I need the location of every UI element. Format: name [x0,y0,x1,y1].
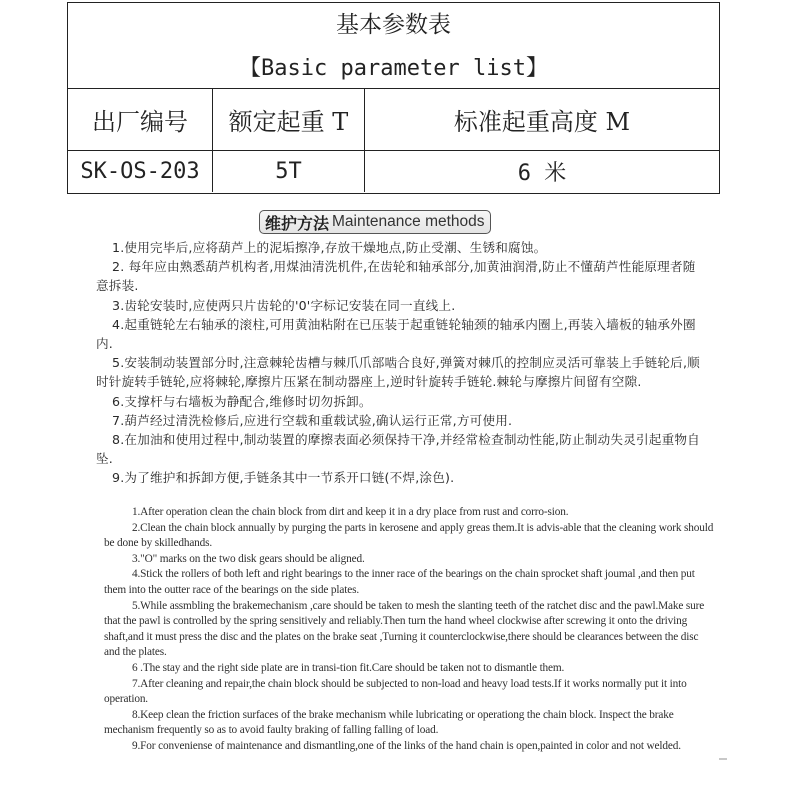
scan-artifact [719,758,727,760]
value-lifting-height: 6 米 [517,161,567,186]
list-item: 2.Clean the chain block annually by purging the parts in kerosene and apply greas them.It is advis-able that the cleaning work should be done by skilledhands. [104,521,714,550]
maintenance-heading-english: Maintenance methods [332,213,485,230]
maintenance-list-english [104,505,716,755]
table-title-english: 【Basic parameter list】 [239,56,548,81]
header-lifting-height: 标准起重高度 M [453,108,631,136]
table-row [68,151,719,192]
list-item: 9.For conveniense of maintenance and dismantling,one of the links of the hand chain is open,painted in color and not welded. [132,739,681,752]
list-item: 1.After operation clean the chain block from dirt and keep it in a dry place from rust and corro-sion. [132,506,569,518]
list-item: 4.Stick the rollers of both left and right bearings to the inner race of the bearings on the chain sprocket shaft joumal ,and then put them into the outter race of the bearings on the side plates. [104,568,695,596]
value-rated-load: 5T [213,151,365,192]
value-factory-number: SK-OS-203 [68,151,213,192]
maintenance-heading-badge [259,210,491,234]
list-item: 1.使用完毕后,应将葫芦上的泥垢擦净,存放干燥地点,防止受潮、生锈和腐蚀。 [112,240,547,255]
table-header-row [68,89,719,151]
list-item: 8.Keep clean the friction surfaces of the brake mechanism while lubricating or operationg the chain block. Inspect the brake mechanism frequently so as to avoid faulty braking of falling falling of load. [104,708,674,737]
maintenance-list-chinese [96,238,708,488]
list-item: 6 .The stay and the right side plate are in transi-tion fit.Care should be taken not to dismantle them. [132,661,565,674]
list-item: 3."O" marks on the two disk gears should be aligned. [132,552,365,565]
table-title-row [68,3,719,89]
list-item: 9.为了维护和拆卸方便,手链条其中一节系开口链(不焊,涂色). [112,470,455,486]
header-factory-number: 出厂编号 [68,89,213,150]
header-rated-load: 额定起重 T [213,89,365,150]
table-title-chinese: 基本参数表 [336,12,451,38]
list-item: 5.安装制动装置部分时,注意棘轮齿槽与棘爪爪部啮合良好,弹簧对棘爪的控制应灵活可靠装上手链轮后,顺时针旋转手链轮,应将棘轮,摩擦片压紧在制动器座上,逆时针旋转手链轮.棘轮与摩擦片间留有空隙. [96,355,700,390]
list-item: 6.支撑杆与右墙板为静配合,维修时切勿拆卸。 [112,393,372,409]
list-item: 3.齿轮安装时,应使两只片齿轮的'0'字标记安装在同一直线上. [112,297,456,313]
list-item: 5.While assmbling the brakemechanism ,care should be taken to mesh the slanting teeth of the ratchet disc and the pawl.Make sure that the pawl is controlled by the spring sensitively and reliably.Then turn the hand wheel clockwise after screwing it onto the driving shaft,and it must press the disc and the plates on the brake seat ,Turning it counterclockwise,there should be clearances between the disc and the plates. [104,599,705,659]
list-item: 7.葫芦经过清洗检修后,应进行空载和重载试验,确认运行正常,方可使用. [112,412,513,428]
list-item: 7.After cleaning and repair,the chain block should be subjected to non-load and heavy load tests.If it works normally put it into operation. [104,677,687,706]
basic-parameter-table [67,2,720,194]
list-item: 8.在加油和使用过程中,制动装置的摩擦表面必须保持干净,并经常检查制动性能,防止制动失灵引起重物自坠. [96,432,700,467]
list-item: 4.起重链轮左右轴承的滚柱,可用黄油粘附在已压装于起重链轮轴颈的轴承内圈上,再装入墙板的轴承外圈内. [96,316,696,352]
list-item: 2. 每年应由熟悉葫芦机构者,用煤油清洗机件,在齿轮和轴承部分,加黄油润滑,防止不懂葫芦性能原理者随意拆装. [96,259,696,294]
maintenance-heading-chinese: 维护方法 [265,213,330,233]
